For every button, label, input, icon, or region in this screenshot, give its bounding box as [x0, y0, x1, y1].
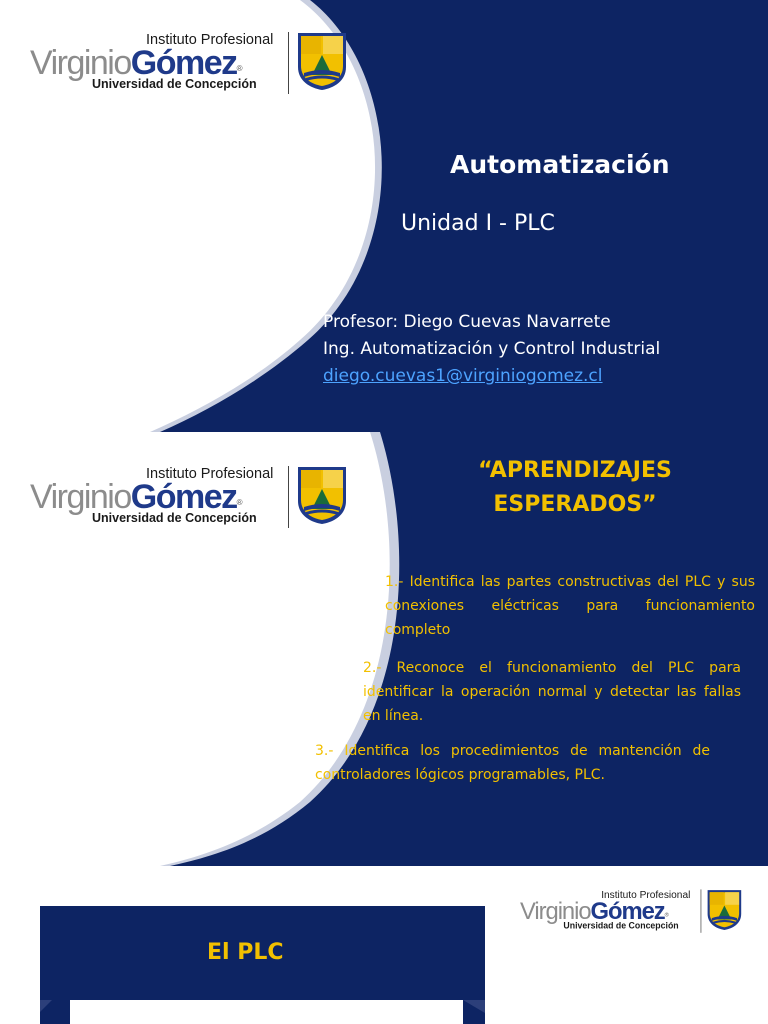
logo-name-first: Virginio	[30, 478, 131, 516]
outcome-item: 2.- Reconoce el funcionamiento del PLC para identificar la operación normal y detectar las fallas en línea.	[363, 660, 741, 724]
crest-icon	[296, 31, 348, 91]
logo-name-second: Gómez	[590, 897, 665, 925]
logo-university-text: Universidad de Concepción	[563, 920, 679, 931]
institution-logo	[520, 888, 691, 936]
outcomes-title-line2: ESPERADOS”	[493, 492, 657, 517]
logo-registered-mark: ®	[236, 64, 243, 73]
professor-email-link[interactable]: diego.cuevas1@virginiogomez.cl	[323, 366, 603, 386]
unit-subtitle: Unidad I - PLC	[401, 211, 555, 236]
logo-name-second: Gómez	[130, 478, 237, 516]
logo-university-text: Universidad de Concepción	[92, 77, 257, 91]
logo-institute-text: Instituto Profesional	[601, 889, 691, 901]
logo-registered-mark: ®	[664, 911, 669, 919]
logo-divider	[701, 889, 702, 932]
crest-icon	[706, 889, 742, 931]
professor-name: Profesor: Diego Cuevas Navarrete	[323, 312, 611, 332]
outcome-item: 3.- Identifica los procedimientos de mantención de controladores lógicos programables, PLC.	[315, 743, 710, 783]
outcomes-title-line1: “APRENDIZAJES	[478, 458, 672, 483]
section-title: El PLC	[207, 940, 284, 965]
logo-name-first: Virginio	[520, 897, 591, 925]
logo-institute-text: Instituto Profesional	[146, 466, 274, 482]
outcome-item: 1.- Identifica las partes constructivas del PLC y sus conexiones eléctricas para funcionamiento completo	[385, 574, 755, 638]
logo-name-second: Gómez	[130, 44, 237, 82]
institution-logo	[30, 30, 360, 98]
logo-institute-text: Instituto Profesional	[146, 32, 274, 48]
professor-role: Ing. Automatización y Control Industrial	[323, 339, 661, 359]
logo-registered-mark: ®	[236, 498, 243, 507]
logo-divider	[288, 32, 289, 94]
course-title: Automatización	[450, 150, 670, 179]
logo-divider	[288, 466, 289, 528]
logo-name-first: Virginio	[30, 44, 131, 82]
crest-icon	[296, 465, 348, 525]
slide-learning-outcomes	[0, 432, 768, 866]
slide-title	[0, 0, 768, 432]
slide-el-plc	[0, 866, 768, 1024]
institution-logo	[30, 464, 360, 532]
logo-university-text: Universidad de Concepción	[92, 511, 257, 525]
